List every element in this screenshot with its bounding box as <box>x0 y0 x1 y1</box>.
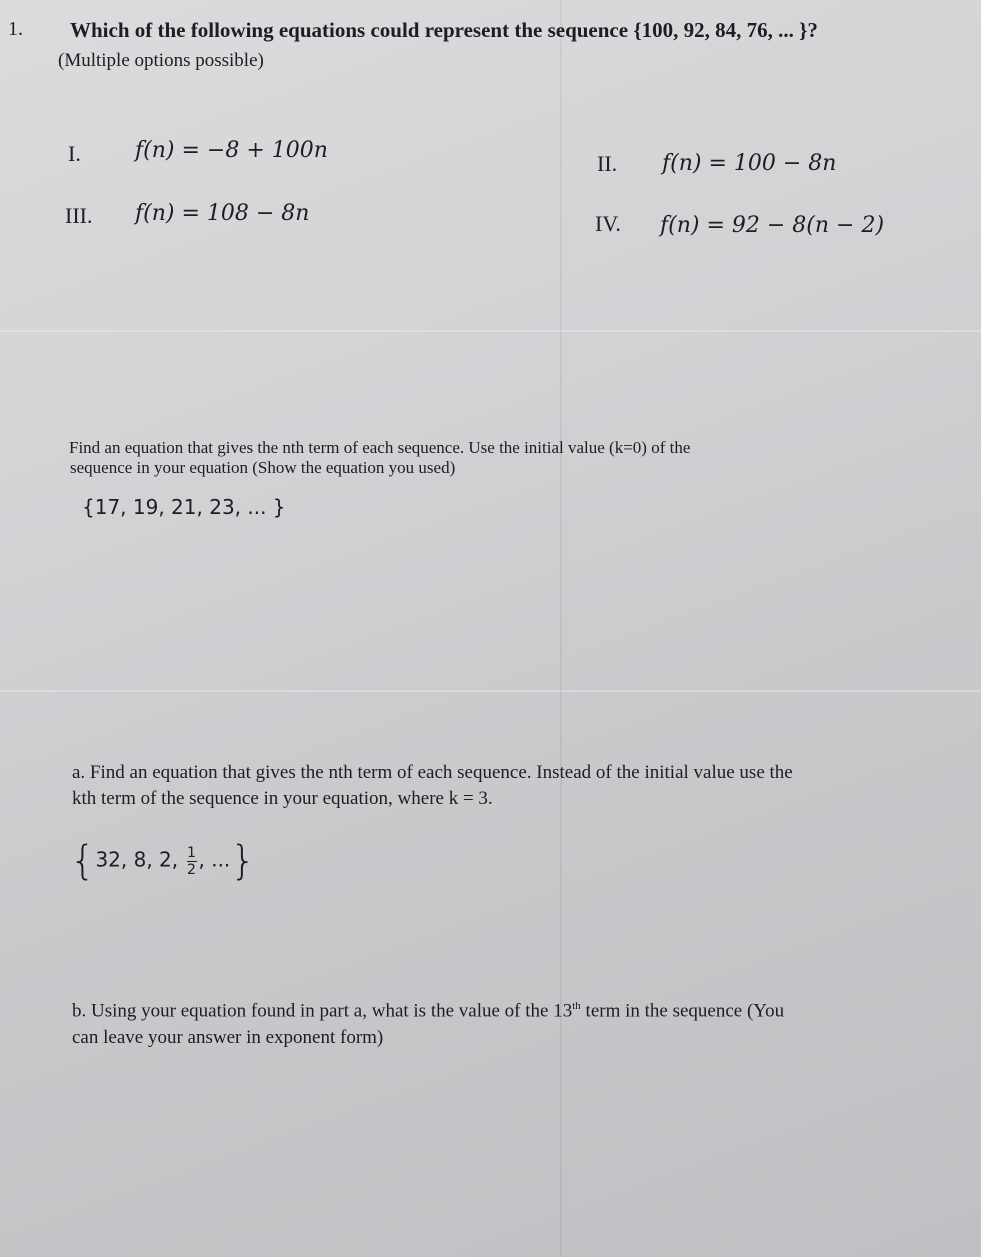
question-3a-line-2: kth term of the sequence in your equation, where k = 3. <box>72 788 493 809</box>
brace-close: } <box>230 838 256 884</box>
sequence-32-ellipsis: , ... <box>198 847 231 872</box>
question-2-line-2: sequence in your equation (Show the equation you used) <box>70 458 456 477</box>
question-3a-line-1: a. Find an equation that gives the nth term of each sequence. Instead of the initial value use the <box>72 762 793 783</box>
option-label-4: IV. <box>595 211 621 236</box>
sequence-32-terms: 32, 8, 2, <box>95 847 179 872</box>
superscript-th: th <box>572 1000 581 1012</box>
sequence-32 <box>70 838 256 884</box>
option-label-1: I. <box>68 141 81 166</box>
option-label-3: III. <box>65 203 93 228</box>
question-3b-line-2: can leave your answer in exponent form) <box>72 1027 384 1048</box>
paper-fold <box>560 0 562 1257</box>
option-equation-1: f(n) = −8 + 100n <box>135 138 328 163</box>
sequence-17: {17, 19, 21, 23, ... } <box>82 495 286 519</box>
paper-fold <box>0 690 981 692</box>
fraction-one-half <box>187 846 197 877</box>
question-number: 1. <box>8 18 23 40</box>
option-equation-2: f(n) = 100 − 8n <box>662 151 837 176</box>
question-1-title: Which of the following equations could represent the sequence {100, 92, 84, 76, ... }? <box>70 18 818 42</box>
question-2-line-1: Find an equation that gives the nth term of each sequence. Use the initial value (k=0) of the <box>69 438 691 457</box>
question-1-subtitle: (Multiple options possible) <box>58 50 264 71</box>
question-3b-text-a: b. Using your equation found in part a, what is the value of the 13 <box>72 1000 573 1022</box>
fraction-numerator: 1 <box>187 844 196 861</box>
question-3b-text-b: term in the sequence (You <box>580 1000 785 1022</box>
question-3b-line-1 <box>72 1000 784 1022</box>
fraction-denominator: 2 <box>187 861 196 878</box>
option-equation-4: f(n) = 92 − 8(n − 2) <box>660 213 885 238</box>
option-label-2: II. <box>597 151 618 176</box>
option-equation-3: f(n) = 108 − 8n <box>135 201 310 226</box>
brace-open: { <box>70 838 96 884</box>
paper-fold <box>0 330 981 332</box>
